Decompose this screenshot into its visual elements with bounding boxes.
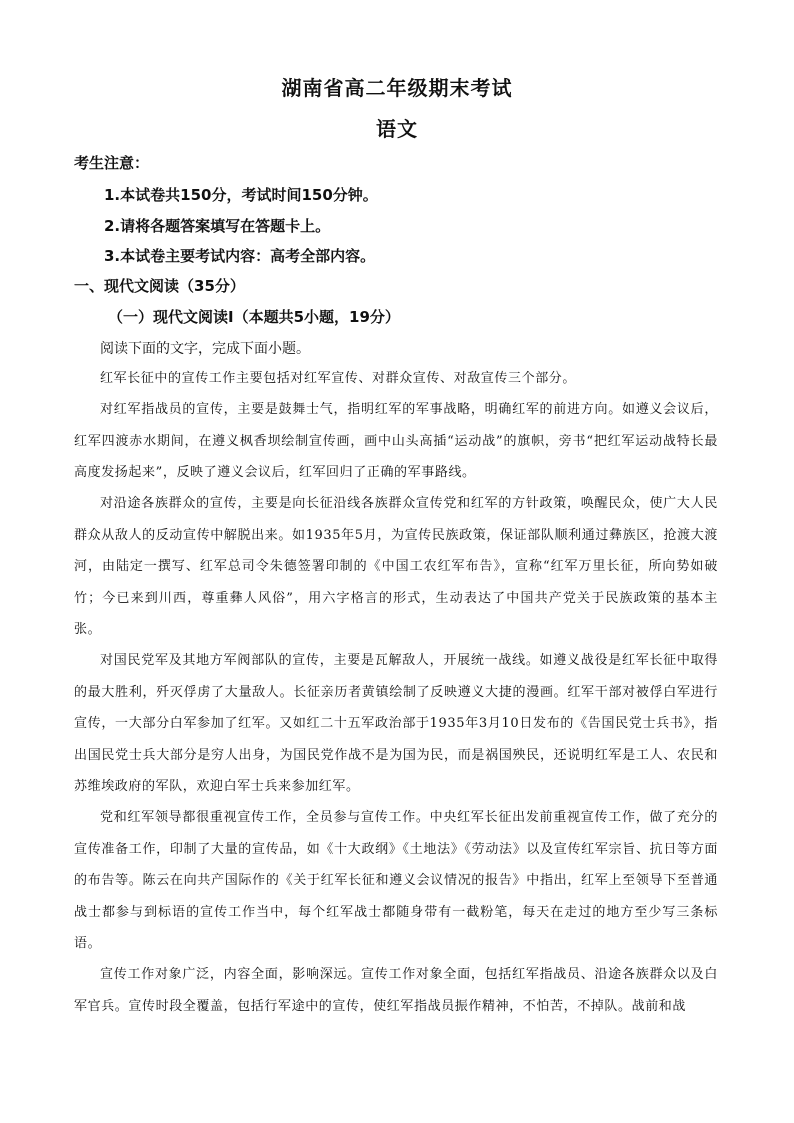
section-subheading: （一）现代文阅读Ⅰ（本题共5小题，19分）	[108, 308, 400, 326]
passage-paragraph-5: 党和红军领导都很重视宣传工作，全员参与宣传工作。中央红军长征出发前重视宣传工作，做了充分的宣传准备工作，印制了大量的宣传品，如《十大政纲》《土地法》《劳动法》以及宣传红军宗旨、抗日等方面的布告等。陈云在向共产国际作的《关于红军长征和遵义会议情况的报告》中指出，红军上至领导下至普通战士都参与到标语的宣传工作当中，每个红军战士都随身带有一截粉笔，每天在走过的地方至少写三条标语。	[74, 810, 718, 951]
section-heading: 一、现代文阅读（35分）	[74, 277, 245, 295]
exam-subject: 语文	[376, 117, 418, 141]
notice-item-3: 3.本试卷主要考试内容：高考全部内容。	[104, 247, 376, 265]
passage-paragraph-6: 宣传工作对象广泛，内容全面，影响深远。宣传工作对象全面，包括红军指战员、沿途各族群众以及白军官兵。宣传时段全覆盖，包括行军途中的宣传，使红军指战员振作精神，不怕苦，不掉队。战前和战	[74, 967, 718, 1014]
passage-paragraph-1: 红军长征中的宣传工作主要包括对红军宣传、对群众宣传、对敌宣传三个部分。	[100, 371, 577, 386]
exam-title: 湖南省高二年级期末考试	[281, 76, 513, 100]
passage-paragraph-4: 对国民党军及其地方军阀部队的宣传，主要是瓦解敌人，开展统一战线。如遵义战役是红军长征中取得的最大胜利，歼灭俘虏了大量敌人。长征亲历者黄镇绘制了反映遵义大捷的漫画。红军干部对被俘白军进行宣传，一大部分白军参加了红军。又如红二十五军政治部于1935年3月10日发布的《告国民党士兵书》，指出国民党士兵大部分是穷人出身，为国民党作战不是为国为民，而是祸国殃民，还说明红军是工人、农民和苏维埃政府的军队，欢迎白军士兵来参加红军。	[74, 653, 718, 794]
reading-instruction: 阅读下面的文字，完成下面小题。	[100, 341, 310, 357]
passage-paragraph-3: 对沿途各族群众的宣传，主要是向长征沿线各族群众宣传党和红军的方针政策，唤醒民众，使广大人民群众从敌人的反动宣传中解脱出来。如1935年5月，为宣传民族政策，保证部队顺利通过彝族区，抢渡大渡河，由陆定一撰写、红军总司令朱德签署印制的《中国工农红军布告》，宣称“红军万里长征，所向势如破竹；今已来到川西，尊重彝人风俗”，用六字格言的形式，生动表达了中国共产党关于民族政策的基本主张。	[74, 496, 718, 637]
notice-item-1: 1.本试卷共150分，考试时间150分钟。	[104, 186, 378, 204]
notice-heading: 考生注意：	[74, 154, 150, 172]
notice-item-2: 2.请将各题答案填写在答题卡上。	[104, 217, 331, 235]
passage-paragraph-2: 对红军指战员的宣传，主要是鼓舞士气，指明红军的军事战略，明确红军的前进方向。如遵义会议后，红军四渡赤水期间，在遵义枫香坝绘制宣传画，画中山头高插“运动战”的旗帜，旁书“把红军运动战特长最高度发扬起来”，反映了遵义会议后，红军回归了正确的军事路线。	[74, 402, 718, 480]
